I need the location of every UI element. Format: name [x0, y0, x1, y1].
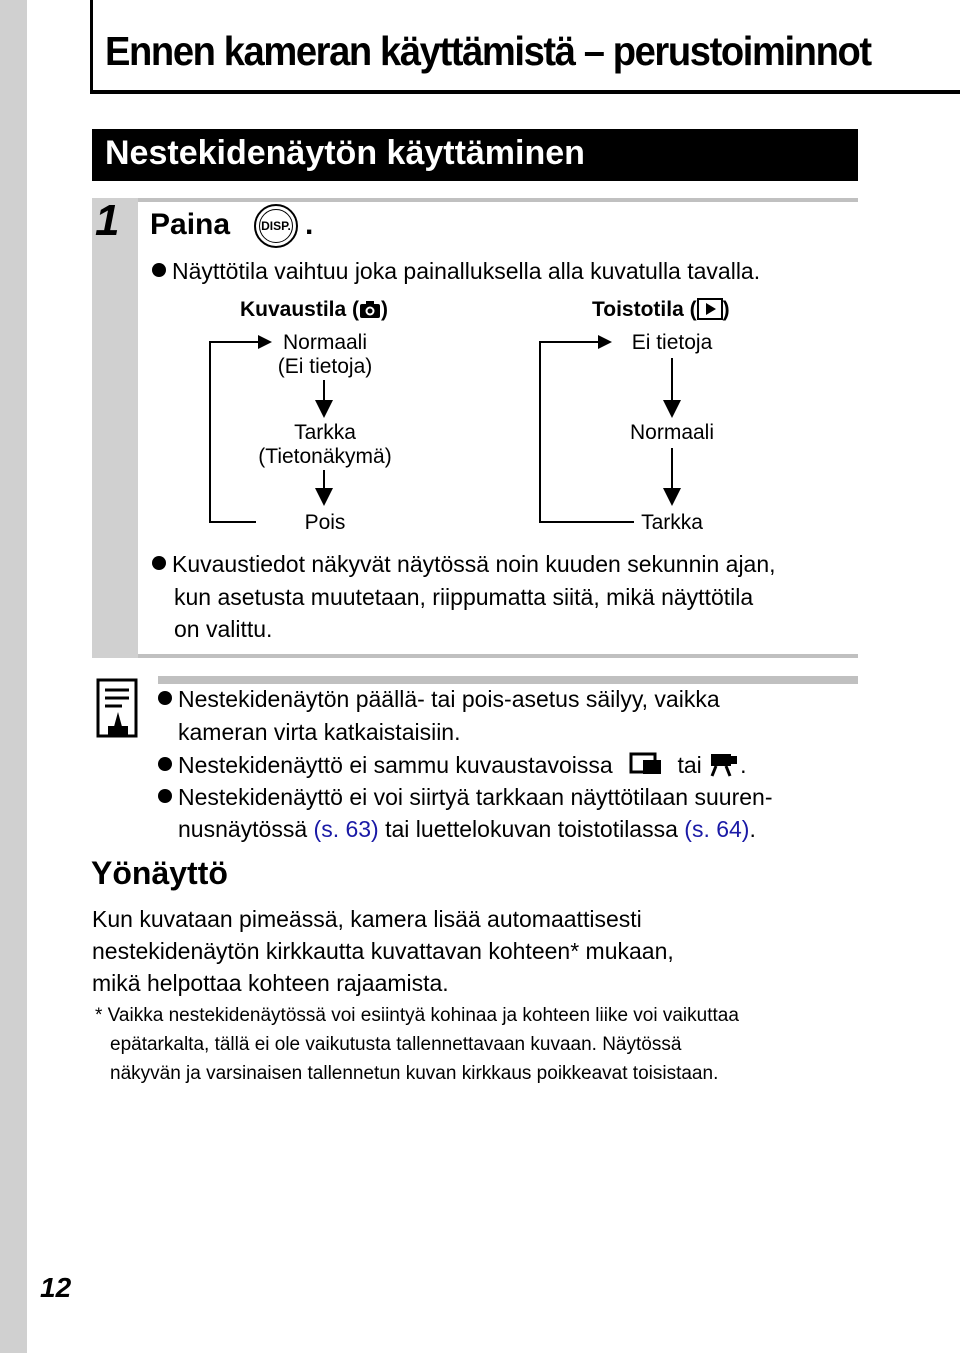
section-title: Nestekidenäytön käyttäminen — [105, 134, 585, 172]
shooting-mode-heading: Kuvaustila ( ) — [240, 298, 389, 321]
bullet-icon — [152, 263, 166, 277]
camera-icon — [359, 299, 381, 319]
step-panel-margin — [92, 198, 138, 658]
night-display-heading: Yönäyttö — [91, 855, 228, 891]
page-link-63[interactable]: (s. 63) — [313, 816, 379, 842]
step-period: . — [305, 208, 314, 241]
playback-mode-heading: Toistotila ( ) — [592, 298, 730, 321]
step-bullet-2-line-3: on valittu. — [174, 616, 273, 642]
shooting-state-1: Normaali (Ei tietoja) — [277, 331, 373, 378]
step-bullet-2-line-1: Kuvaustiedot näkyvät näytössä noin kuuden sekunnin ajan, — [152, 551, 776, 578]
play-icon — [697, 298, 723, 320]
disp-button-label: DISP. — [259, 209, 293, 243]
title-rule-vertical — [90, 0, 93, 94]
arrow-down-icon — [315, 488, 333, 506]
stitch-assist-icon — [629, 751, 665, 777]
night-display-body-1: Kun kuvataan pimeässä, kamera lisää automaattisesti — [92, 906, 642, 932]
step-action: Paina — [150, 208, 231, 241]
step-number: 1 — [95, 196, 120, 245]
page-link-64[interactable]: (s. 64) — [684, 816, 750, 842]
title-rule-horizontal — [90, 90, 960, 94]
night-display-body-3: mikä helpottaa kohteen rajaamista. — [92, 970, 449, 996]
note-1-line-1: Nestekidenäytön päällä- tai pois-asetus säilyy, vaikka — [158, 686, 720, 713]
step-rule-bottom — [138, 654, 858, 658]
shooting-state-3: Pois — [304, 511, 346, 534]
bullet-icon — [152, 556, 166, 570]
side-margin-bar — [0, 0, 27, 1353]
arrow-down-icon — [315, 400, 333, 418]
bullet-icon — [158, 757, 172, 771]
note-rule — [158, 676, 858, 684]
disp-button-icon — [254, 204, 298, 248]
footnote-line-2: epätarkalta, tällä ei ole vaikutusta tallennettavaan kuvaan. Näytössä — [110, 1034, 682, 1055]
note-2: Nestekidenäyttö ei sammu kuvaustavoissa tai . — [158, 751, 747, 779]
note-1-line-2: kameran virta katkaistaisiin. — [178, 719, 461, 745]
movie-mode-icon — [708, 751, 740, 777]
shooting-state-2: Tarkka (Tietonäkymä) — [258, 421, 392, 468]
page-number: 12 — [40, 1272, 72, 1303]
step-bullet-2-line-2: kun asetusta muutetaan, riippumatta siitä, mikä näyttötila — [174, 584, 754, 610]
bullet-icon — [158, 691, 172, 705]
step-rule-top — [138, 198, 858, 202]
memo-note-icon — [96, 678, 138, 738]
chapter-title: Ennen kameran käyttämistä – perustoiminnot — [105, 28, 871, 74]
note-3-line-2: nusnäytössä (s. 63) tai luettelokuvan toistotilassa (s. 64). — [178, 816, 756, 842]
footnote-line-1: * Vaikka nestekidenäytössä voi esiintyä kohinaa ja kohteen liike voi vaikuttaa — [95, 1005, 739, 1026]
footnote-line-3: näkyvän ja varsinaisen tallennetun kuvan kirkkaus poikkeavat toisistaan. — [110, 1063, 719, 1084]
step-bullet-1: Näyttötila vaihtuu joka painalluksella alla kuvatulla tavalla. — [152, 258, 760, 285]
playback-state-2: Normaali — [629, 421, 715, 444]
playback-state-1: Ei tietoja — [631, 331, 713, 354]
arrow-down-icon — [663, 488, 681, 506]
arrow-down-icon — [663, 400, 681, 418]
playback-state-3: Tarkka — [641, 511, 703, 534]
night-display-body-2: nestekidenäytön kirkkautta kuvattavan kohteen* mukaan, — [92, 938, 674, 964]
note-3-line-1: Nestekidenäyttö ei voi siirtyä tarkkaan näyttötilaan suuren- — [158, 784, 772, 811]
bullet-icon — [158, 789, 172, 803]
